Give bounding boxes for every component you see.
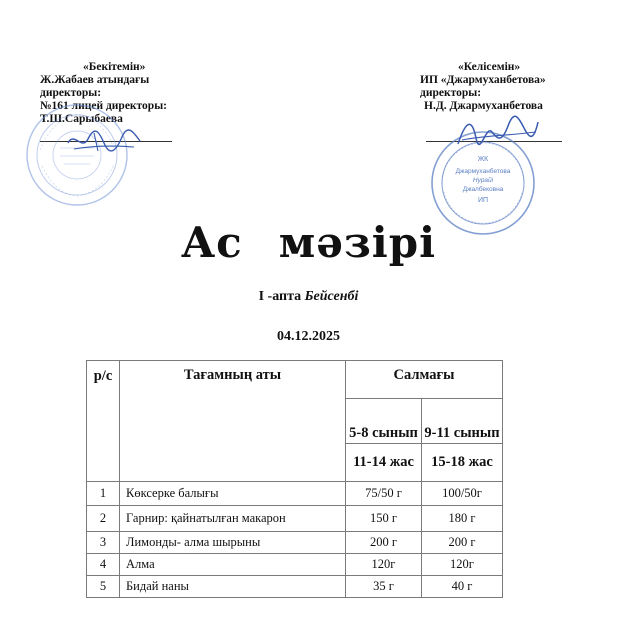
row-num: 4 xyxy=(87,554,120,576)
header-age-15-18: 15-18 жас xyxy=(422,444,503,482)
approval-right-line1: «Келісемін» xyxy=(458,61,521,73)
row-dish: Алма xyxy=(120,554,346,576)
row-num: 1 xyxy=(87,482,120,506)
approval-right-line2: ИП «Джармуханбетова» xyxy=(420,74,546,86)
stamp-line2: Нурайі xyxy=(472,177,494,184)
table-row xyxy=(87,482,503,506)
table-row xyxy=(87,576,503,598)
approval-right-line3: директоры: xyxy=(420,87,482,99)
header-age-11-14: 11-14 жас xyxy=(346,444,422,482)
table-row xyxy=(87,506,503,532)
row-dish: Гарнир: қайнатылған макарон xyxy=(120,506,346,532)
header-num: р/с xyxy=(87,361,120,482)
row-num: 5 xyxy=(87,576,120,598)
title-word-2: мәзірі xyxy=(278,218,437,267)
row-weight-2: 40 г xyxy=(422,576,503,598)
header-grade-5-8: 5-8 сынып xyxy=(346,399,422,444)
header-grade-9-11: 9-11 сынып xyxy=(422,399,503,444)
approval-left-line5: Т.Ш.Сарыбаева xyxy=(40,113,123,125)
approval-left-line1: «Бекітемін» xyxy=(83,61,146,73)
table-header-row xyxy=(87,361,503,399)
row-weight-1: 150 г xyxy=(346,506,422,532)
approval-left-line3: директоры: xyxy=(40,87,102,99)
menu-title xyxy=(0,218,617,267)
row-num: 3 xyxy=(87,532,120,554)
signature-left-icon xyxy=(64,121,144,161)
table-row xyxy=(87,532,503,554)
stamp-abbr2: ИП xyxy=(477,197,489,204)
row-weight-2: 100/50г xyxy=(422,482,503,506)
row-dish: Бидай наны xyxy=(120,576,346,598)
stamp-line1: Джармуханбетова xyxy=(455,168,511,175)
day-label: Бейсенбі xyxy=(304,289,359,304)
approval-block-right xyxy=(420,61,546,113)
title-word-1: Ас xyxy=(180,218,243,267)
header-weight: Салмағы xyxy=(346,361,503,399)
row-dish: Лимонды- алма шырыны xyxy=(120,532,346,554)
stamp-abbr: ЖК xyxy=(477,156,489,163)
row-weight-1: 200 г xyxy=(346,532,422,554)
row-weight-2: 200 г xyxy=(422,532,503,554)
row-num: 2 xyxy=(87,506,120,532)
week-day-subtitle xyxy=(0,289,617,305)
approval-left-line4: №161 лицей директоры: xyxy=(40,100,168,112)
row-weight-2: 120г xyxy=(422,554,503,576)
approval-right-line4: Н.Д. Джармуханбетова xyxy=(424,100,543,112)
approval-left-line2: Ж.Жабаев атындағы xyxy=(40,74,150,86)
menu-date: 04.12.2025 xyxy=(277,329,340,344)
menu-table xyxy=(86,360,503,598)
table-row xyxy=(87,554,503,576)
row-weight-1: 120г xyxy=(346,554,422,576)
week-label: I -апта xyxy=(258,289,302,304)
row-weight-1: 35 г xyxy=(346,576,422,598)
header-dish-name: Тағамның аты xyxy=(120,361,346,482)
row-weight-2: 180 г xyxy=(422,506,503,532)
row-dish: Көксерке балығы xyxy=(120,482,346,506)
signature-right-icon xyxy=(452,110,542,154)
row-weight-1: 75/50 г xyxy=(346,482,422,506)
stamp-line3: Джалбековна xyxy=(462,186,504,193)
